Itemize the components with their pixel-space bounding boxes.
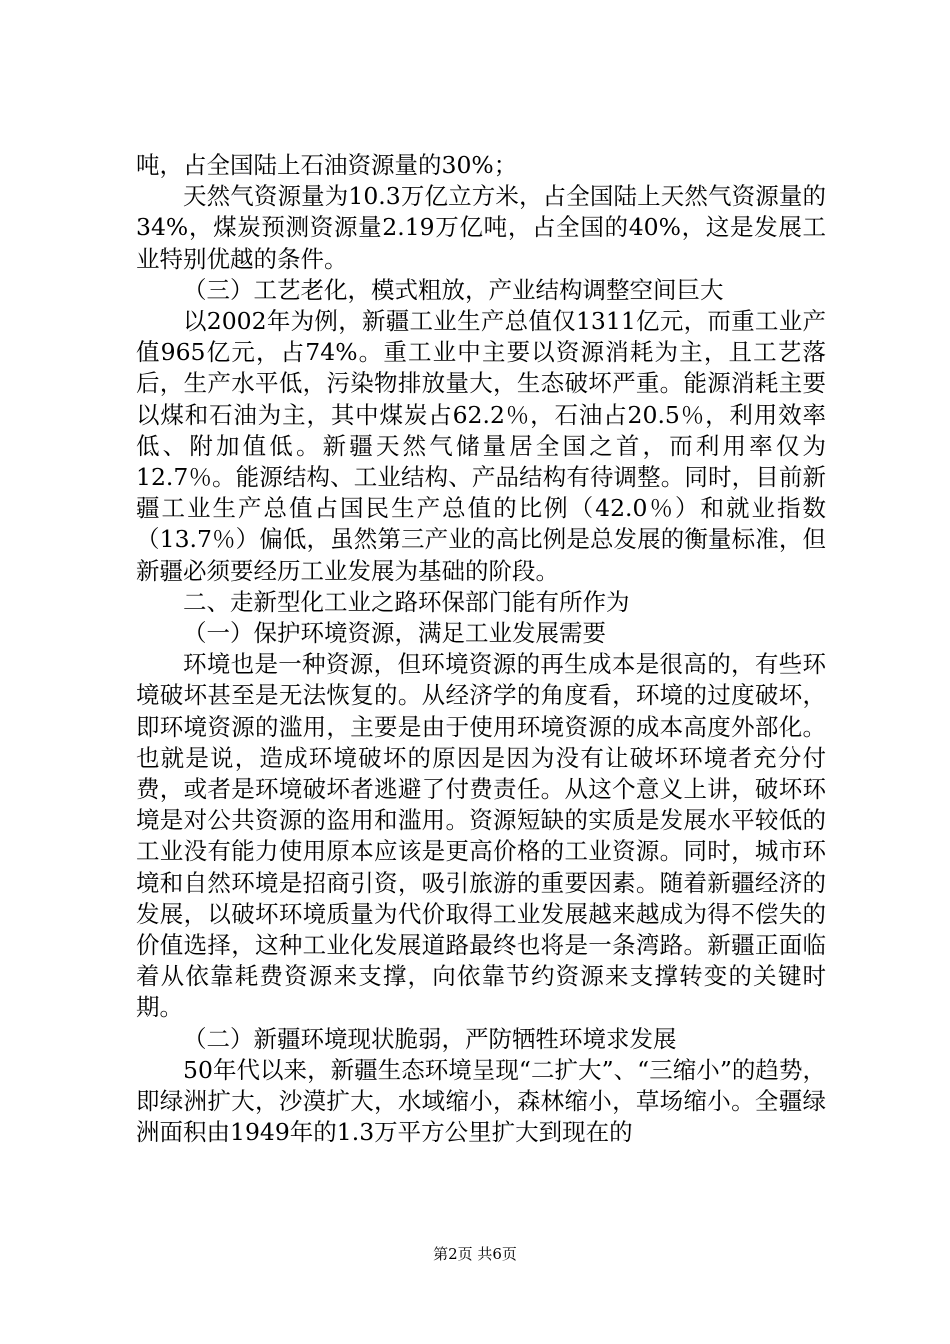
paragraph: 以2002年为例，新疆工业生产总值仅1311亿元，而重工业产值965亿元，占74%。重工业中主要以资源消耗为主，且工艺落后，生产水平低，污染物排放量大，生态破坏严重。能源消耗主要以煤和石油为主，其中煤炭占62.2％，石油占20.5％，利用效率低、附加值低。新疆天然气储量居全国之首，而利用率仅为12.7％。能源结构、工业结构、产品结构有待调整。同时，目前新疆工业生产总值占国民生产总值的比例（42.0％）和就业指数（13.7％）偏低，虽然第三产业的高比例是总发展的衡量标准，但新疆必须要经历工业发展为基础的阶段。 <box>136 307 826 585</box>
paragraph: 环境也是一种资源，但环境资源的再生成本是很高的，有些环境破坏甚至是无法恢复的。从经济学的角度看，环境的过度破坏，即环境资源的滥用，主要是由于使用环境资源的成本高度外部化。也就是说，造成环境破坏的原因是因为没有让破坏环境者充分付费，或者是环境破坏者逃避了付费责任。从这个意义上讲，破坏环境是对公共资源的盗用和滥用。资源短缺的实质是发展水平较低的工业没有能力使用原本应该是更高价格的工业资源。同时，城市环境和自然环境是招商引资，吸引旅游的重要因素。随着新疆经济的发展，以破坏环境质量为代价取得工业发展越来越成为得不偿失的价值选择，这种工业化发展道路最终也将是一条湾路。新疆正面临着从依靠耗费资源来支撑，向依靠节约资源来支撑转变的关键时期。 <box>136 650 826 1022</box>
paragraph: 天然气资源量为10.3万亿立方米，占全国陆上天然气资源量的34%，煤炭预测资源量2.19万亿吨，占全国的40%，这是发展工业特别优越的条件。 <box>136 182 826 273</box>
paragraph: （三）工艺老化，模式粗放，产业结构调整空间巨大 <box>183 275 724 304</box>
paragraph: （一）保护环境资源，满足工业发展需要 <box>183 619 606 648</box>
paragraph: 吨，占全国陆上石油资源量的30%； <box>136 151 518 179</box>
document-body <box>136 150 826 1149</box>
page-footer: 第2页 共6页 <box>433 1245 517 1263</box>
paragraph: 二、走新型化工业之路环保部门能有所作为 <box>183 587 630 616</box>
paragraph: 50年代以来，新疆生态环境呈现“二扩大”、“三缩小”的趋势，即绿洲扩大，沙漠扩大，水域缩小，森林缩小，草场缩小。全疆绿洲面积由1949年的1.3万平方公里扩大到现在的 <box>136 1055 826 1147</box>
paragraph: （二）新疆环境现状脆弱，严防牺牲环境求发展 <box>183 1024 677 1053</box>
